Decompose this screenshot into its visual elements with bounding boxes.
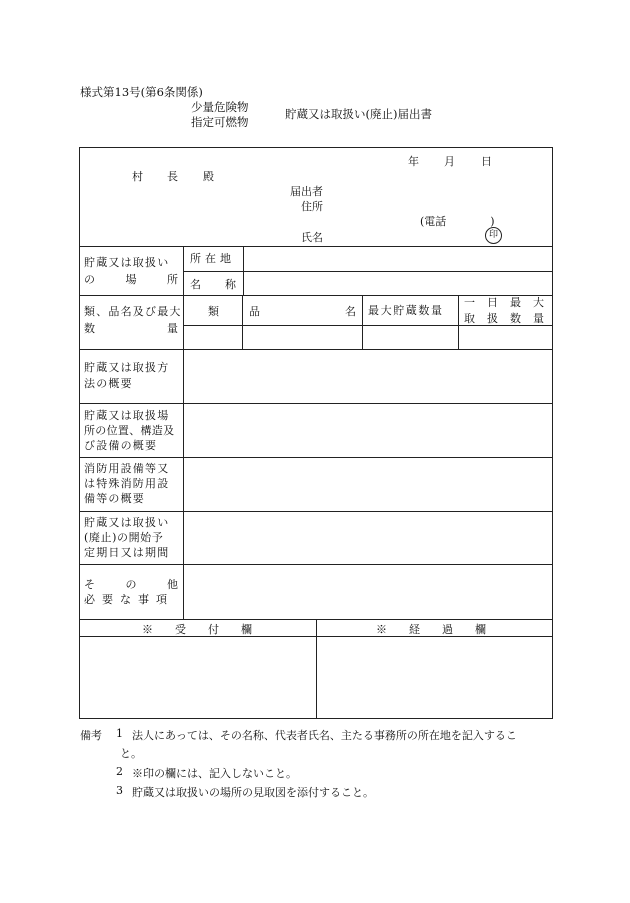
date-year: 年 <box>408 155 419 168</box>
phone-label: (電話 ) <box>420 215 495 228</box>
other-label-2: 必要な事項 <box>84 593 174 606</box>
addressee-village: 村 <box>132 170 143 183</box>
title-line-1: 少量危険物 <box>191 100 249 114</box>
place-label-3: び設備の概要 <box>84 439 158 452</box>
progress-header: ※ 経 過 欄 <box>376 623 486 636</box>
place-label-1: 貯蔵又は取扱場 <box>84 409 170 422</box>
name-label: 氏名 <box>301 231 323 244</box>
location-label-2: の 場 所 <box>84 273 178 286</box>
reception-header: ※ 受 付 欄 <box>142 623 252 636</box>
col-item-header: 品 名 <box>249 305 356 318</box>
form-title: 貯蔵又は取扱い(廃止)届出書 <box>285 107 432 121</box>
location-label-1: 貯蔵又は取扱い <box>84 256 170 269</box>
location-address-label: 所在地 <box>190 252 235 265</box>
method-label-2: 法の概要 <box>84 377 133 390</box>
method-label-1: 貯蔵又は取扱方 <box>84 361 170 374</box>
col-class-header: 類 <box>208 305 219 318</box>
other-label-1: そ の 他 <box>84 578 178 591</box>
addressee-honorific: 殿 <box>203 170 214 183</box>
note-1-number: 1 <box>116 727 123 740</box>
form-number: 様式第13号(第6条関係) <box>80 85 203 99</box>
title-line-2: 指定可燃物 <box>191 115 249 129</box>
fire-label-2: は特殊消防用設 <box>84 477 170 490</box>
note-2-number: 2 <box>116 765 123 778</box>
note-2-text: ※印の欄には、記入しないこと。 <box>132 767 297 780</box>
col-max-storage-header: 最大貯蔵数量 <box>368 304 444 317</box>
date-day: 日 <box>481 155 492 168</box>
address-label: 住所 <box>301 200 323 213</box>
facility-name-label: 名 称 <box>190 278 236 291</box>
fire-label-3: 備等の概要 <box>84 492 145 505</box>
type-label-2: 数 量 <box>84 322 178 335</box>
note-3-number: 3 <box>116 784 123 797</box>
period-label-3: 定期日又は期間 <box>84 546 170 559</box>
period-label-1: 貯蔵又は取扱い <box>84 516 170 529</box>
place-label-2: 所の位置、構造及 <box>84 424 175 437</box>
addressee-head: 長 <box>167 170 178 183</box>
note-1-text: 法人にあっては、その名称、代表者氏名、主たる事務所の所在地を記入するこ <box>132 729 517 742</box>
notes-heading: 備考 <box>80 729 102 742</box>
date-month: 月 <box>444 155 455 168</box>
note-1-continuation: と。 <box>120 747 142 760</box>
seal-mark: 印 <box>485 227 502 244</box>
period-label-2: (廃止)の開始予 <box>84 531 164 544</box>
note-3-text: 貯蔵又は取扱いの場所の見取図を添付すること。 <box>132 786 374 799</box>
type-label-1: 類、品名及び最大 <box>84 305 182 318</box>
col-daily-max-header-1: 一日最大 <box>464 296 556 309</box>
notifier-label: 届出者 <box>290 185 323 198</box>
fire-label-1: 消防用設備等又 <box>84 462 170 475</box>
col-daily-max-header-2: 取扱数量 <box>464 312 556 325</box>
